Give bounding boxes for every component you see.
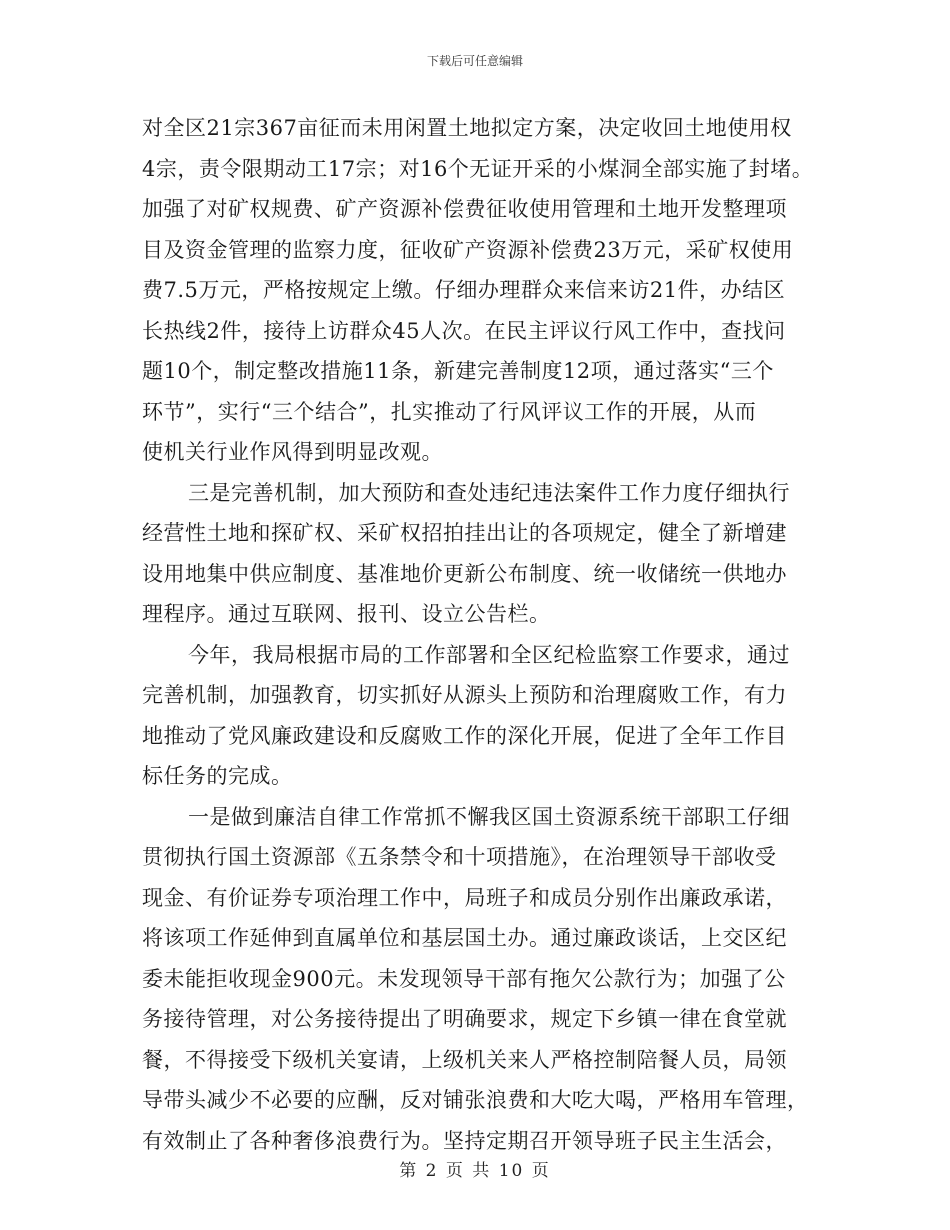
text-line: 目及资金管理的监察力度，征收矿产资源补偿费23万元，采矿权使用 xyxy=(142,237,794,262)
paragraph-first-line: 今年，我局根据市局的工作部署和全区纪检监察工作要求，通过 xyxy=(188,642,790,667)
text-line: 有效制止了各种奢侈浪费行为。坚持定期召开领导班子民主生活会， xyxy=(142,1128,787,1153)
text-line: 地推动了党风廉政建设和反腐败工作的深化开展，促进了全年工作目 xyxy=(142,723,787,748)
text-line: 设用地集中供应制度、基准地价更新公布制度、统一收储统一供地办 xyxy=(142,561,787,586)
text-line: 委未能拒收现金900元。未发现领导干部有拖欠公款行为；加强了公 xyxy=(142,966,786,991)
text-line: 题10个，制定整改措施11条，新建完善制度12项，通过落实“三个 xyxy=(142,359,774,383)
text-line: 长热线2件，接待上访群众45人次。在民主评议行风工作中，查找问 xyxy=(142,318,786,343)
page-number: 第 2 页 共 10 页 xyxy=(399,1161,551,1181)
text-line: 导带头减少不必要的应酬，反对铺张浪费和大吃大喝，严格用车管理， xyxy=(142,1088,809,1112)
page-header: 下载后可任意编辑 xyxy=(426,54,523,68)
paragraph-first-line: 一是做到廉洁自律工作常抓不懈我区国土资源系统干部职工仔细 xyxy=(188,804,790,829)
document-body xyxy=(142,108,842,1161)
text-line: 理程序。通过互联网、报刊、设立公告栏。 xyxy=(142,602,551,626)
text-line: 现金、有价证券专项治理工作中，局班子和成员分别作出廉政承诺， xyxy=(142,885,787,910)
text-line: 贯彻执行国土资源部《五条禁令和十项措施》，在治理领导干部收受 xyxy=(142,845,777,869)
text-line: 标任务的完成。 xyxy=(142,764,293,788)
text-line: 使机关行业作风得到明显改观。 xyxy=(142,440,443,464)
text-line: 对全区21宗367亩征而未用闲置土地拟定方案，决定收回土地使用权 xyxy=(142,116,792,140)
text-line: 费7.5万元，严格按规定上缴。仔细办理群众来信来访21件，办结区 xyxy=(142,278,786,302)
paragraph-first-line: 三是完善机制，加大预防和查处违纪违法案件工作力度仔细执行 xyxy=(188,480,790,505)
text-line: 将该项工作延伸到直属单位和基层国土办。通过廉政谈话，上交区纪 xyxy=(142,926,787,950)
text-line: 环节”，实行“三个结合”，扎实推动了行风评议工作的开展，从而 xyxy=(142,399,757,424)
text-line: 餐，不得接受下级机关宴请，上级机关来人严格控制陪餐人员，局领 xyxy=(142,1047,787,1072)
text-line: 4宗，责令限期动工17宗；对16个无证开采的小煤洞全部实施了封堵。 xyxy=(142,156,814,181)
text-line: 务接待管理，对公务接待提出了明确要求，规定下乡镇一律在食堂就 xyxy=(142,1007,787,1031)
text-line: 经营性土地和探矿权、采矿权招拍挂出让的各项规定，健全了新增建 xyxy=(142,521,787,545)
text-line: 加强了对矿权规费、矿产资源补偿费征收使用管理和土地开发整理项 xyxy=(142,197,787,221)
text-line: 完善机制，加强教育，切实抓好从源头上预防和治理腐败工作，有力 xyxy=(142,683,787,707)
